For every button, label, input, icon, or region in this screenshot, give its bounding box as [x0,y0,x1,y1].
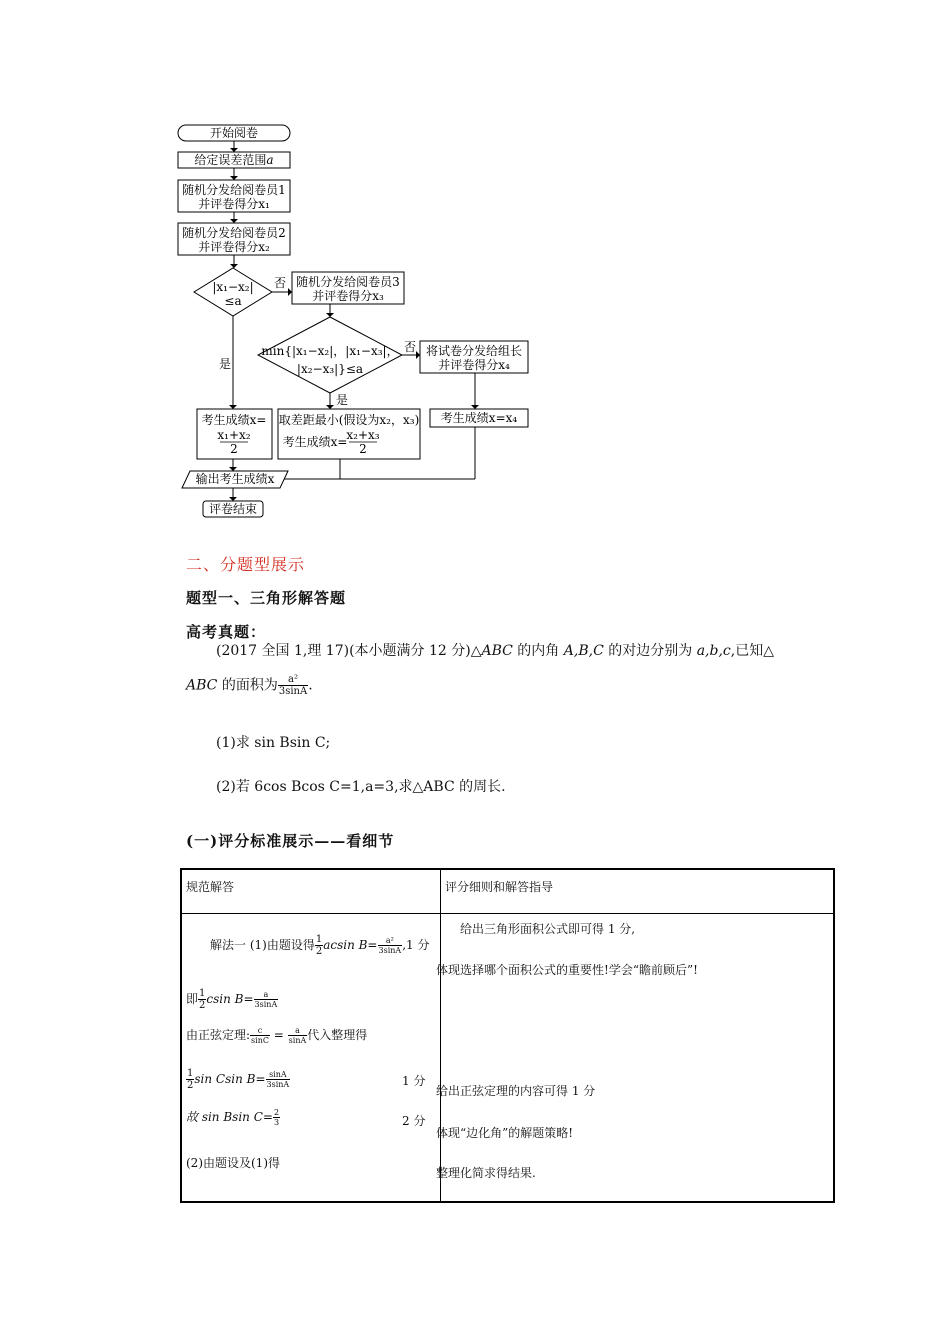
end-label: 评卷结束 [208,502,258,516]
score-min-label-1: 取差距最小(假设为x₂，x₃) [278,413,420,427]
grading-flowchart [170,115,540,525]
solution-line-6: (2)由题设及(1)得 [186,1156,280,1170]
decision1-label-2: ≤a [224,294,242,308]
problem-line-2: ABC 的面积为 $\frac{\text{a²}}{3\sin A}$ . [186,674,313,697]
leader-label-1: 将试卷分发给组长 [425,344,523,358]
no-label-1: 否 [273,276,287,290]
solution-line-1: 解法一 (1)由题设得 $\frac{1}{2}$ acsin B= $\frac{\text{a²}}{3\sin A}$ ,1 分 [210,934,430,957]
reviewer2-label-1: 随机分发给阅卷员2 [182,226,286,240]
question-1: (1)求 sin Bsin C; [216,735,331,751]
reviewer3-label-1: 随机分发给阅卷员3 [296,275,400,289]
score-min-denominator: 2 [359,442,367,456]
output-label: 输出考生成绩x [195,472,275,486]
problem-line-1: (2017 全国 1,理 17)(本小题满分 12 分)△ABC 的内角 A,B,C 的对边分别为 a,b,c,已知△ [216,643,774,659]
reviewer1-label-1: 随机分发给阅卷员1 [182,183,286,197]
section-title: 二、分题型展示 [186,555,306,574]
solution-line-4: $\frac{1}{2}$ sin Csin B= $\frac{\sin A}{3\sin A}$ [187,1068,290,1091]
score-avg-numerator: x₁+x₂ [217,428,251,442]
rubric-title: (一)评分标准展示——看细节 [186,832,395,850]
guide-line-1: 给出三角形面积公式即可得 1 分, [460,922,636,936]
guide-cell [441,913,835,1202]
guide-line-5: 整理化简求得结果. [436,1166,536,1180]
guide-line-4: 体现“边化角”的解题策略! [436,1126,574,1140]
score-leader-label: 考生成绩x=x₄ [440,411,518,425]
start-label: 开始阅卷 [209,126,259,140]
type-title: 题型一、三角形解答题 [186,589,347,607]
guide-line-2: 体现选择哪个面积公式的重要性!学会“瞻前顾后”! [436,963,698,977]
decision2-label-1: min{|x₁−x₂|，|x₁−x₃|， [261,344,399,358]
score-line-4: 1 分 [402,1074,426,1088]
score-avg-denominator: 2 [230,442,238,456]
col1-header: 规范解答 [181,869,441,913]
col2-header: 评分细则和解答指导 [441,869,835,913]
score-line-5: 2 分 [402,1114,426,1128]
question-2: (2)若 6cos Bcos C=1,a=3,求△ABC 的周长. [216,779,506,795]
solution-line-5: 故 sin Bsin C= $\frac{2}{3}$ [186,1108,280,1127]
reviewer1-label-2: 并评卷得分x₁ [198,197,270,211]
score-min-numerator: x₂+x₃ [346,428,380,442]
score-avg-label: 考生成绩x= [201,413,267,427]
decision2-label-2: |x₂−x₃|}≤a [296,362,364,376]
guide-line-3: 给出正弦定理的内容可得 1 分 [436,1084,596,1098]
solution-line-3: 由正弦定理: $\frac{c}{\sin C}$ = $\frac{a}{\sin A}$ 代入整理得 [186,1026,368,1045]
score-min-label-2: 考生成绩x= [282,435,348,449]
decision1-label-1: |x₁−x₂| [212,280,254,294]
set-error-label: 给定误差范围a [194,153,274,167]
exam-label: 高考真题： [186,623,267,641]
reviewer2-label-2: 并评卷得分x₂ [198,240,270,254]
leader-label-2: 并评卷得分x₄ [438,358,510,372]
no-label-2: 否 [403,340,417,354]
yes-label-1: 是 [218,357,232,371]
reviewer3-label-2: 并评卷得分x₃ [312,289,384,303]
yes-label-2: 是 [335,393,349,407]
solution-line-2: 即 $\frac{1}{2}$ csin B= $\frac{a}{3\sin A}$ [186,988,278,1011]
